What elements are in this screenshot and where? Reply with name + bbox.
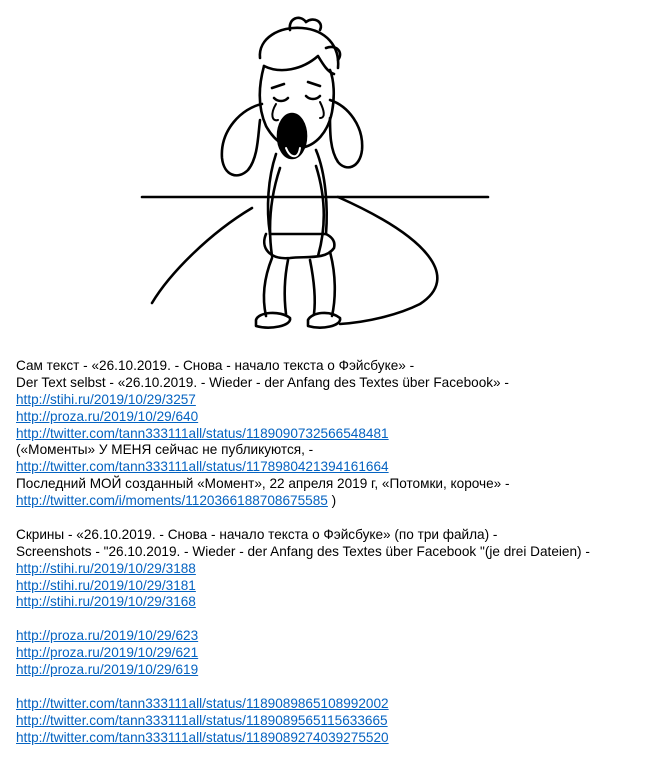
text-moments-note: («Моменты» У МЕНЯ сейчас не публикуются, - — [16, 442, 314, 458]
link-twitter[interactable]: http://twitter.com/tann333111all/status/1189090732566548481 — [16, 425, 389, 441]
link-proza-screen[interactable]: http://proza.ru/2019/10/29/621 — [16, 645, 199, 661]
link-twitter-moment-status[interactable]: http://twitter.com/tann333111all/status/1178980421394161664 — [16, 459, 389, 475]
link-stihi-screen[interactable]: http://stihi.ru/2019/10/29/3188 — [16, 560, 196, 576]
text-screenshots-de: Screenshots - "26.10.2019. - Wieder - der Anfang des Textes über Facebook "(je drei Dateien) - — [16, 543, 590, 559]
link-twitter-screen[interactable]: http://twitter.com/tann333111all/status/1189089865108992002 — [16, 695, 389, 711]
text-screenshots-ru: Скрины - «26.10.2019. - Снова - начало текста о Фэйсбуке» (по три файла) - — [16, 526, 498, 542]
text-last-moment: Последний МОЙ созданный «Момент», 22 апреля 2019 г, «Потомки, короче» - — [16, 476, 510, 492]
link-twitter-moment[interactable]: http://twitter.com/i/moments/1120366188708675585 — [16, 493, 328, 509]
text-line-ru: Сам текст - «26.10.2019. - Снова - начало текста о Фэйсбуке» - — [16, 358, 415, 373]
crying-girl-illustration — [130, 8, 510, 343]
link-stihi-screen[interactable]: http://stihi.ru/2019/10/29/3168 — [16, 594, 196, 610]
link-proza-screen[interactable]: http://proza.ru/2019/10/29/623 — [16, 628, 199, 644]
link-stihi[interactable]: http://stihi.ru/2019/10/29/3257 — [16, 391, 196, 407]
link-proza[interactable]: http://proza.ru/2019/10/29/640 — [16, 408, 199, 424]
link-proza-screen[interactable]: http://proza.ru/2019/10/29/619 — [16, 662, 199, 678]
text-line-de: Der Text selbst - «26.10.2019. - Wieder - der Anfang des Textes über Facebook» - — [16, 374, 509, 390]
link-twitter-screen[interactable]: http://twitter.com/tann333111all/status/1189089274039275520 — [16, 729, 389, 745]
link-twitter-screen[interactable]: http://twitter.com/tann333111all/status/1189089565115633665 — [16, 712, 388, 728]
document-text — [16, 358, 651, 746]
link-stihi-screen[interactable]: http://stihi.ru/2019/10/29/3181 — [16, 577, 196, 593]
text-close-paren: ) — [327, 493, 337, 509]
